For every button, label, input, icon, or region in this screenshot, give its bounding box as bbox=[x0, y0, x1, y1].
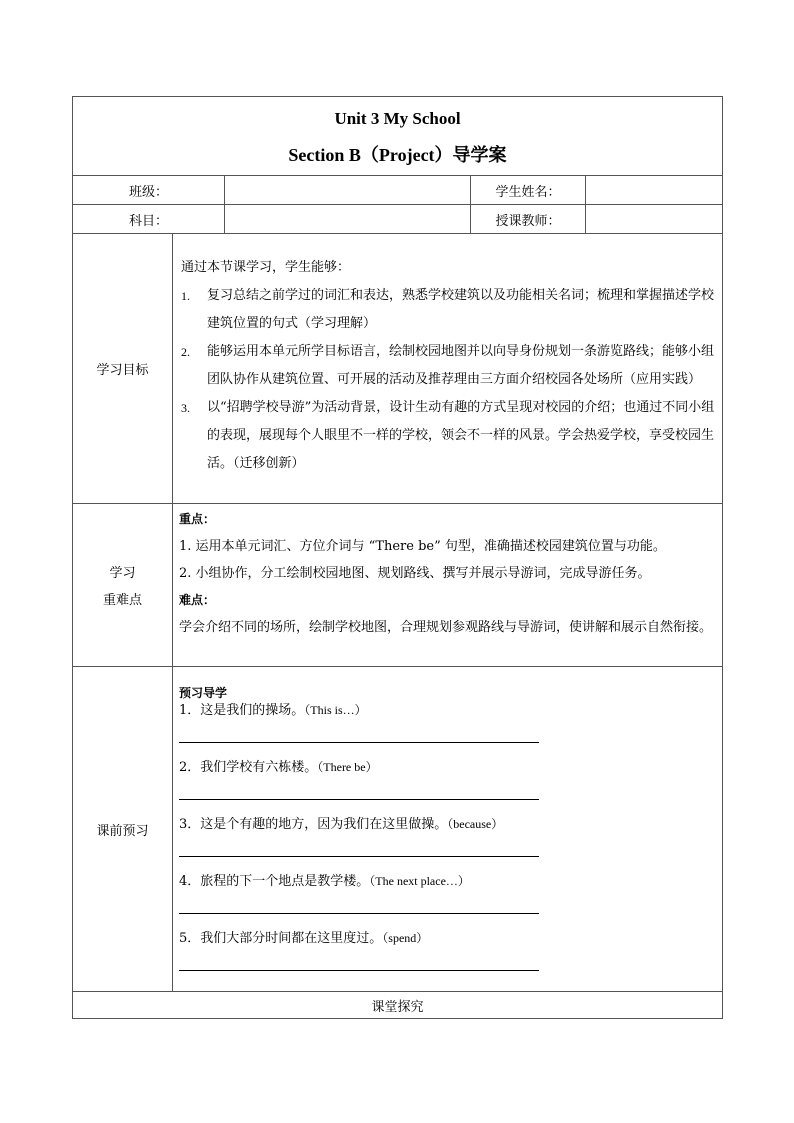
class-label: 班级： bbox=[73, 176, 225, 205]
keypoints-label bbox=[73, 504, 173, 667]
question-text: 1．这是我们的操场。 bbox=[179, 703, 305, 718]
goal-text: 以“招聘学校导游”为活动背景，设计生动有趣的方式呈现对校园的介绍；也通过不同小组的表现，展现每个人眼里不一样的学校，领会不一样的风景。学会热爱学校，享受校园生活。（迁移创新） bbox=[207, 400, 715, 471]
keypoints-content bbox=[173, 504, 723, 667]
section-title: Section B（Project）导学案 bbox=[288, 145, 507, 165]
preview-question bbox=[179, 929, 716, 948]
answer-line[interactable] bbox=[179, 948, 539, 971]
preview-question bbox=[179, 701, 716, 720]
subject-field[interactable] bbox=[225, 205, 471, 234]
question-hint: （spend） bbox=[382, 931, 429, 945]
question-text: 4．旅程的下一个地点是教学楼。 bbox=[179, 874, 370, 889]
goal-item bbox=[181, 338, 716, 394]
goal-number: 1. bbox=[181, 289, 190, 303]
unit-title: Unit 3 My School bbox=[334, 109, 461, 128]
answer-line[interactable] bbox=[179, 891, 539, 914]
subject-label: 科目： bbox=[73, 205, 225, 234]
student-name-label: 学生姓名： bbox=[471, 176, 586, 205]
goals-content bbox=[173, 234, 723, 504]
question-text: 5．我们大部分时间都在这里度过。 bbox=[179, 931, 383, 946]
question-hint: （This is…） bbox=[304, 703, 367, 717]
key-heading: 重点： bbox=[179, 512, 216, 526]
keypoints-label-line2: 重难点 bbox=[102, 593, 142, 608]
key-point-item: 2. 小组协作，分工绘制校园地图、规划路线、撰写并展示导游词，完成导游任务。 bbox=[179, 566, 651, 581]
question-hint: （because） bbox=[447, 817, 504, 831]
preview-question bbox=[179, 815, 716, 834]
goal-number: 2. bbox=[181, 345, 190, 359]
goals-intro: 通过本节课学习，学生能够： bbox=[181, 260, 351, 275]
key-point-item: 1. 运用本单元词汇、方位介词与 “There be” 句型，准确描述校园建筑位置与功能。 bbox=[179, 539, 666, 554]
goal-item bbox=[181, 282, 716, 338]
teacher-field[interactable] bbox=[586, 205, 723, 234]
difficulty-heading: 难点： bbox=[179, 593, 216, 607]
preview-label: 课前预习 bbox=[73, 667, 173, 992]
answer-line[interactable] bbox=[179, 777, 539, 800]
question-hint: （The next place…） bbox=[369, 874, 470, 888]
preview-heading: 预习导学 bbox=[179, 686, 228, 700]
preview-question bbox=[179, 758, 716, 777]
goal-item bbox=[181, 394, 716, 478]
goals-label: 学习目标 bbox=[73, 234, 173, 504]
teacher-label: 授课教师： bbox=[471, 205, 586, 234]
student-name-field[interactable] bbox=[586, 176, 723, 205]
goal-text: 复习总结之前学过的词汇和表达，熟悉学校建筑以及功能相关名词；梳理和掌握描述学校建筑位置的句式（学习理解） bbox=[207, 288, 715, 331]
classroom-exploration-header: 课堂探究 bbox=[73, 992, 723, 1019]
worksheet bbox=[72, 96, 722, 1019]
question-text: 3．这是个有趣的地方，因为我们在这里做操。 bbox=[179, 817, 448, 832]
keypoints-label-line1: 学习 bbox=[109, 566, 136, 581]
class-field[interactable] bbox=[225, 176, 471, 205]
preview-question bbox=[179, 872, 716, 891]
preview-content bbox=[173, 667, 723, 992]
difficulty-text: 学会介绍不同的场所，绘制学校地图，合理规划参观路线与导游词，使讲解和展示自然衔接。 bbox=[179, 620, 713, 635]
question-text: 2．我们学校有六栋楼。 bbox=[179, 760, 318, 775]
answer-line[interactable] bbox=[179, 834, 539, 857]
question-hint: （There be） bbox=[317, 760, 378, 774]
answer-line[interactable] bbox=[179, 720, 539, 743]
goal-number: 3. bbox=[181, 401, 190, 415]
worksheet-table bbox=[72, 96, 723, 1019]
title-cell bbox=[73, 97, 723, 176]
goal-text: 能够运用本单元所学目标语言，绘制校园地图并以向导身份规划一条游览路线；能够小组团队协作从建筑位置、可开展的活动及推荐理由三方面介绍校园各处场所（应用实践） bbox=[207, 344, 715, 387]
